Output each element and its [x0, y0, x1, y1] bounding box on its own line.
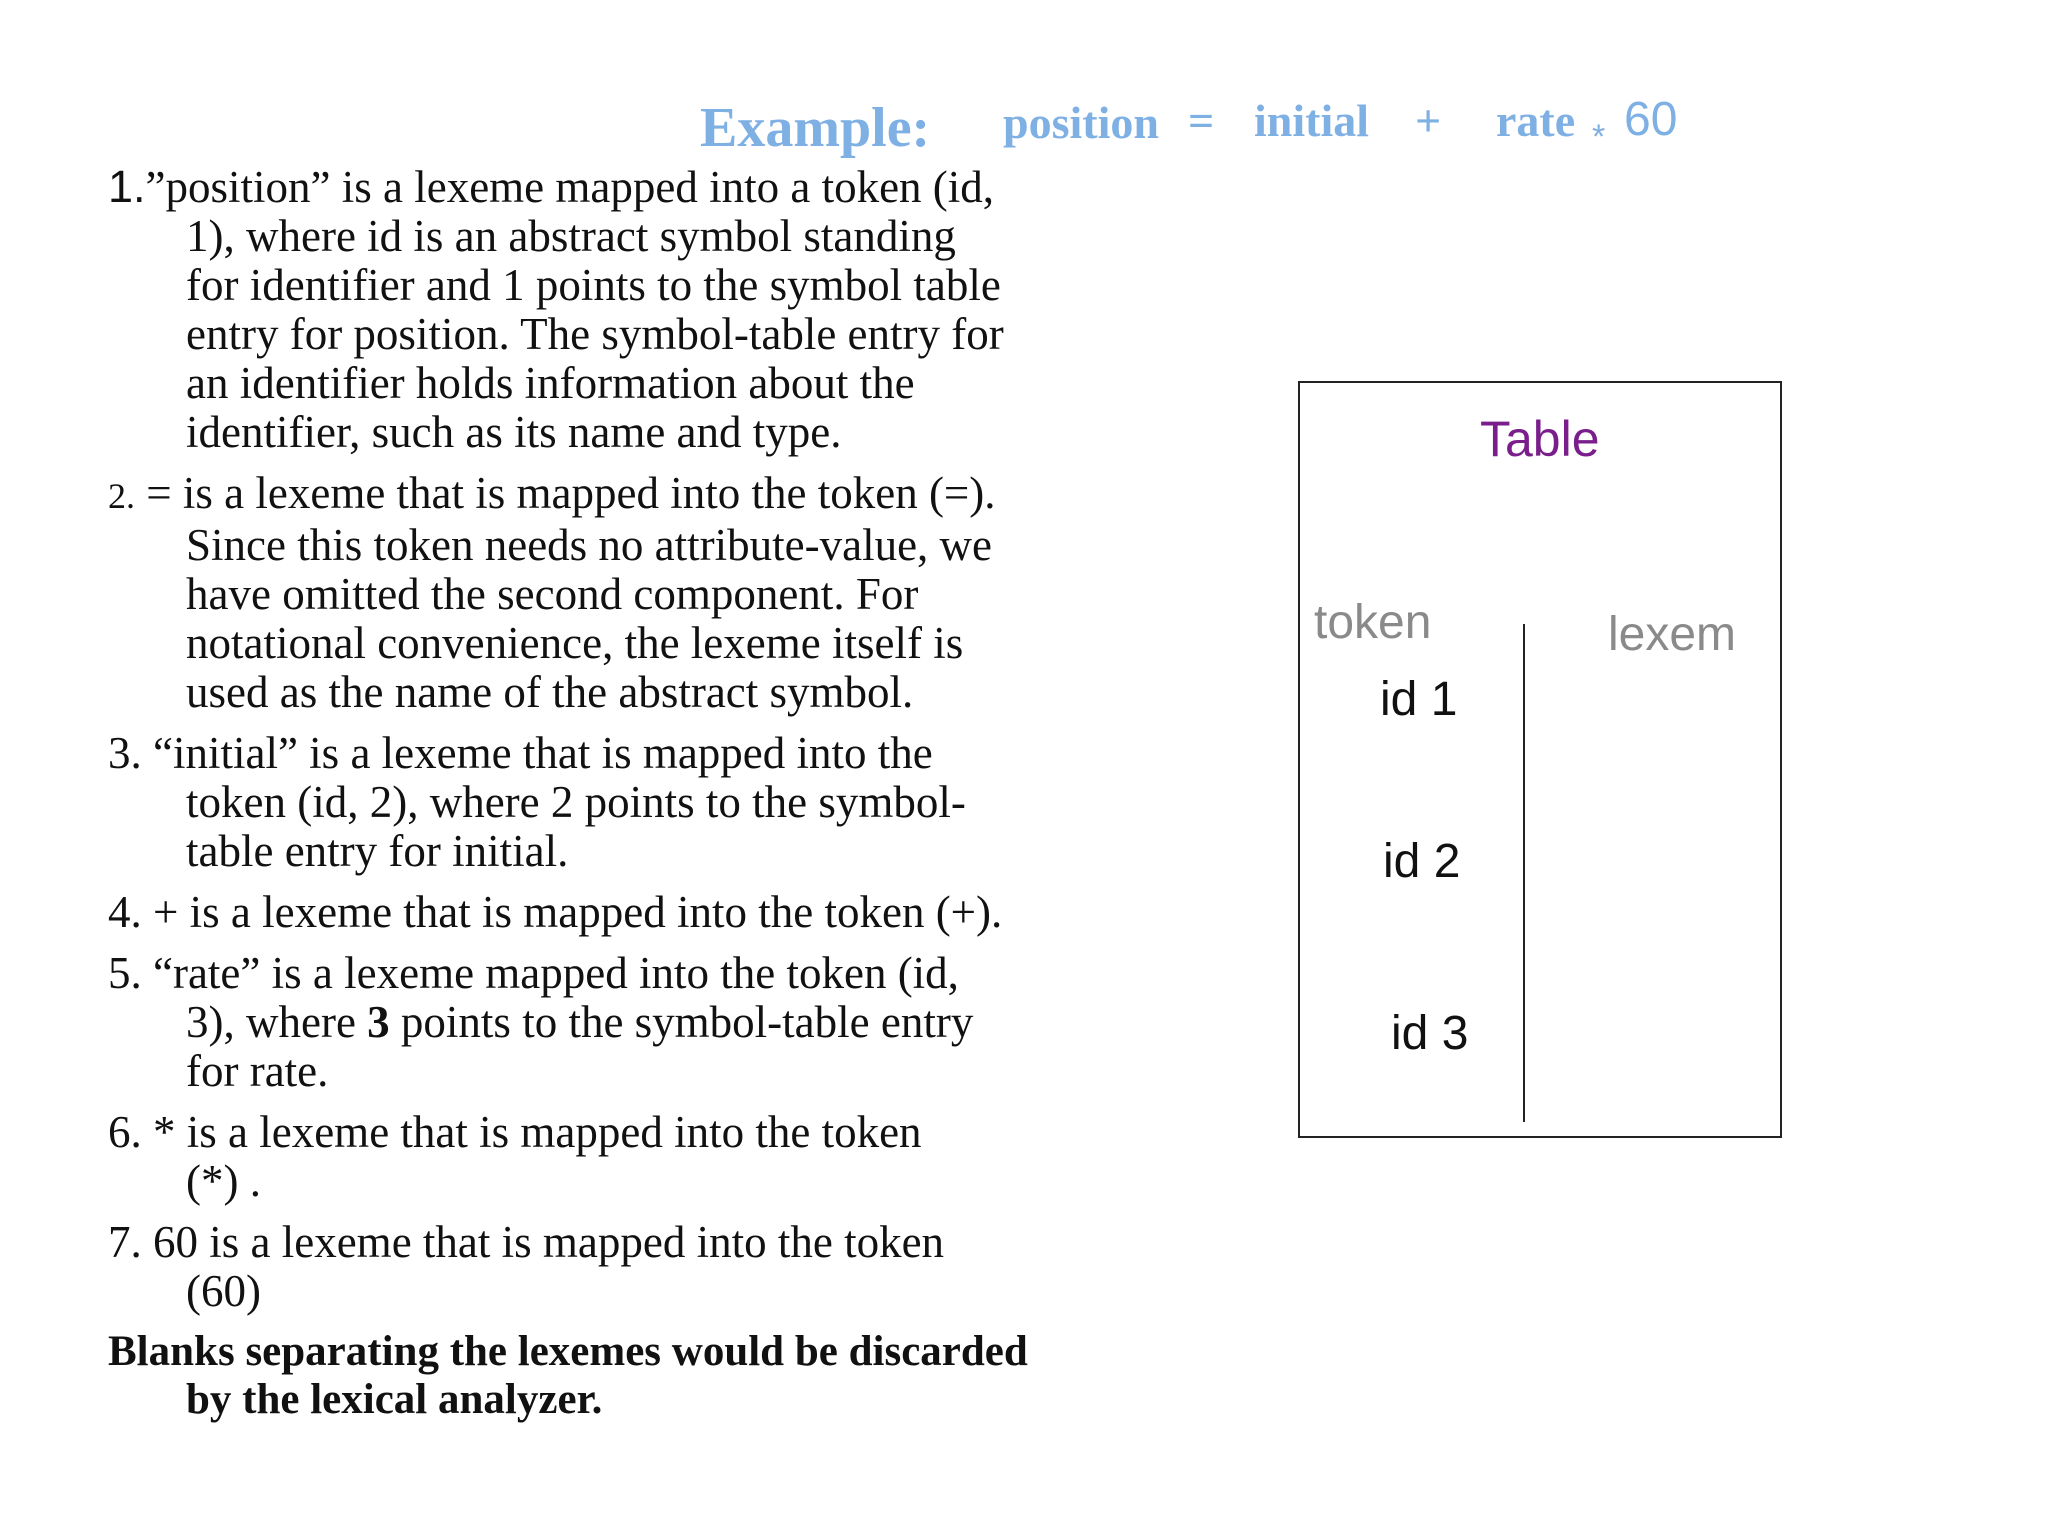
- table-row-id3: id 3: [1391, 1007, 1469, 1060]
- expr-initial: initial: [1254, 95, 1370, 146]
- column-header-token: token: [1314, 596, 1432, 649]
- lexeme-list: [108, 162, 1168, 1424]
- item-number: 2.: [108, 476, 135, 516]
- expr-rate: rate: [1496, 95, 1576, 146]
- item-text: + is a lexeme that is mapped into the token (+).: [141, 887, 1003, 937]
- expr-star: *: [1592, 118, 1606, 156]
- item-text: * is a lexeme that is mapped into the token: [141, 1107, 922, 1157]
- item-line: (*) .: [186, 1156, 261, 1206]
- note-line: Blanks separating the lexemes would be discarded: [108, 1328, 1028, 1375]
- item-line: Since this token needs no attribute-value, we: [186, 520, 993, 570]
- table-row-id2: id 2: [1383, 835, 1461, 888]
- item-line: (60): [186, 1266, 261, 1316]
- symbol-table-box: [1298, 381, 1782, 1138]
- list-item: [108, 162, 1168, 457]
- list-item: [108, 1218, 1168, 1316]
- column-divider: [1523, 624, 1525, 1122]
- table-row-id1: id 1: [1380, 673, 1458, 726]
- item-line: used as the name of the abstract symbol.: [186, 667, 914, 717]
- item-text: points to the symbol-table entry: [389, 997, 974, 1047]
- item-text: = is a lexeme that is mapped into the token (=).: [135, 468, 996, 518]
- expr-position: position: [1003, 97, 1159, 148]
- item-line: [108, 998, 1168, 1047]
- table-title: Table: [1480, 411, 1600, 467]
- item-number: 3.: [108, 728, 142, 778]
- item-line: table entry for initial.: [186, 826, 569, 876]
- item-number: 4.: [108, 887, 142, 937]
- item-line: 1), where id is an abstract symbol standing: [186, 211, 956, 261]
- item-number: 5.: [108, 948, 142, 998]
- list-item: [108, 949, 1168, 1096]
- item-number: 7.: [108, 1217, 142, 1267]
- item-text: 3), where: [186, 997, 368, 1047]
- item-number: 1.: [108, 161, 146, 212]
- list-item: [108, 469, 1168, 717]
- column-header-lexem: lexem: [1608, 608, 1737, 661]
- item-line: token (id, 2), where 2 points to the symbol-: [186, 777, 966, 827]
- example-label: Example:: [700, 97, 931, 159]
- item-emphasis: 3: [367, 997, 390, 1047]
- item-text: 60 is a lexeme that is mapped into the token: [141, 1217, 945, 1267]
- expr-sixty: 60: [1624, 93, 1678, 146]
- list-item: [108, 888, 1168, 937]
- item-line: have omitted the second component. For: [186, 569, 919, 619]
- expr-plus: +: [1415, 95, 1442, 146]
- closing-note: [108, 1328, 1168, 1424]
- item-line: for rate.: [186, 1046, 329, 1096]
- item-number: 6.: [108, 1107, 142, 1157]
- item-text: ”position” is a lexeme mapped into a token (id,: [145, 162, 995, 212]
- item-line: notational convenience, the lexeme itself is: [186, 618, 964, 668]
- item-line: an identifier holds information about the: [186, 358, 915, 408]
- list-item: [108, 729, 1168, 876]
- item-text: “initial” is a lexeme that is mapped into the: [141, 728, 933, 778]
- list-item: [108, 1108, 1168, 1206]
- item-line: for identifier and 1 points to the symbol table: [186, 260, 1001, 310]
- item-text: “rate” is a lexeme mapped into the token (id,: [141, 948, 959, 998]
- note-line: by the lexical analyzer.: [186, 1376, 603, 1423]
- expr-equals: =: [1188, 95, 1215, 146]
- item-line: identifier, such as its name and type.: [186, 407, 842, 457]
- item-line: entry for position. The symbol-table entry for: [186, 309, 1004, 359]
